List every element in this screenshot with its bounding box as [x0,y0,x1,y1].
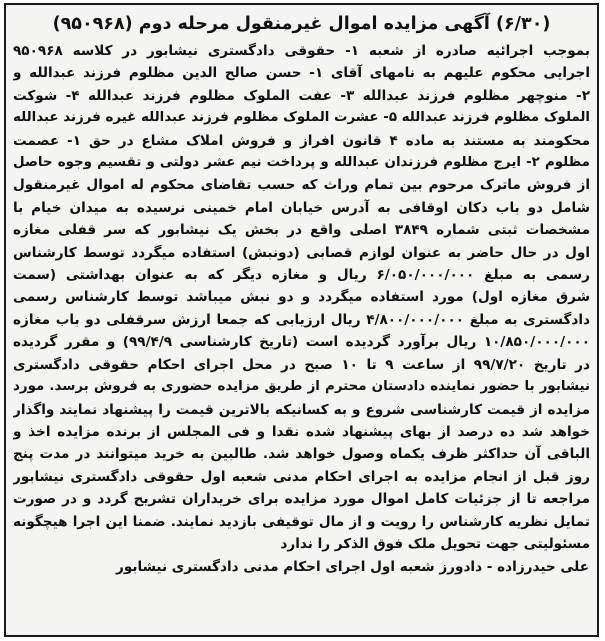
notice-line: رسمی به مبلغ ۶/۰۵۰/۰۰۰/۰۰۰ ریال و مغازه دیگر که به عنوان بهداشتی (سمت [13,267,590,284]
notice-line: مزایده از قیمت کارشناسی شروع و به کسانیکه بالاترین قیمت را پیشنهاد نمایند واگذار [13,401,590,418]
notice-signature: علی حیدرزاده - دادورز شعبه اول اجرای احکام مدنی دادگستری نیشابور [116,559,589,576]
notice-line: ۲- منوچهر مظلوم فرزند عبدالله ۳- عفت الملوک مظلوم فرزند عبدالله ۴- شوکت [13,87,590,104]
notice-line: مراجعه تا از جزئیات کامل اموال مورد مزایده برای خریداران تشریح گردد و در صورت [13,491,590,508]
notice-line: مشخصات ثبتی شماره ۳۸۴۹ اصلی واقع در بخش یک نیشابور که سر قفلی مغازه [13,222,590,239]
notice-line: نیشابور با حضور نماینده دادستان محترم از طریق مزایده حضوری به فروش برسد. مورد [13,379,590,395]
notice-line: بموجب اجرائیه صادره از شعبه ۱- حقوقی دادگستری نیشابور در کلاسه ۹۵۰۹۶۸ [13,43,590,59]
notice-line: الباقی آن حداکثر ظرف یکماه وصول خواهد شد. طالبین به خرید میتوانند در مدت پنج [13,446,590,463]
notice-line: دادگستری به مبلغ ۴/۸۰۰/۰۰۰/۰۰۰ ریال ارزیابی که جمعا ارزش سرقفلی دو باب مغازه [13,311,590,328]
notice-line: خواهد شد ده درصد از بهای پیشنهاد شده نقدا و فی المجلس از برنده مزایده اخذ و [13,423,590,440]
notice-line: اجرایی محکوم علیهم به نامهای آقای ۱- حسن صالح الدین مظلوم فرزند عبدالله و [13,65,590,82]
notice-line: ۱۰/۸۵۰/۰۰۰/۰۰۰ ریال برآورد گردیده است (تاریخ کارشناسی ۹۹/۴/۹) و مقرر گردیده [13,334,590,351]
notice-title: (۶/۳۰) آگهی مزایده اموال غیرمنقول مرحله دوم (۹۵۰۹۶۸) [52,14,551,34]
notice-line: شرق مغازه اول) مورد استفاده میگردد و دو نبش میباشد توسط کارشناس رسمی [13,289,590,306]
notice-line: محکومند به مستند به ماده ۴ قانون افراز و فروش املاک مشاع در حق ۱- عصمت [13,132,590,149]
auction-notice [4,3,599,637]
notice-line: روز قبل از انجام مزایده به اجرای احکام مدنی شعبه اول حقوقی دادگستری نیشابور [13,468,590,485]
notice-line: اول در حال حاضر به عنوان لوازم قصابی (دونبش) استفاده میگردد توسط کارشناس [13,244,590,261]
notice-line: در تاریخ ۹۹/۷/۲۰ از ساعت ۹ تا ۱۰ صبح در محل اجرای احکام حقوقی دادگستری [13,356,590,373]
notice-line: تمایل نظریه کارشناس را رویت و از مال توقیفی بازدید نمایند. ضمنا این اجرا هیچگونه [13,513,590,530]
notice-line: مظلوم ۲- ایرج مظلوم فرزندان عبدالله و پرداخت نیم عشر دولتی و تقسیم وجوه حاصل [13,155,590,171]
notice-line-last: مسئولیتی جهت تحویل ملک فوق الذکر را ندارد [280,535,590,552]
notice-line: شامل دو باب دکان اوقافی به آدرس خیابان امام خمینی نرسیده به میدان خیام با [13,199,590,216]
notice-body [13,40,590,555]
notice-line: از فروش ماترک مرحوم بین تمام وراث که حسب تقاضای محکوم له اموال غیرمنقول [13,177,590,194]
notice-line: الملوک مظلوم فرزند عبدالله ۵- عشرت الملوک مظلوم فرزند عبدالله غیره فرزند عبدالله [13,110,590,126]
